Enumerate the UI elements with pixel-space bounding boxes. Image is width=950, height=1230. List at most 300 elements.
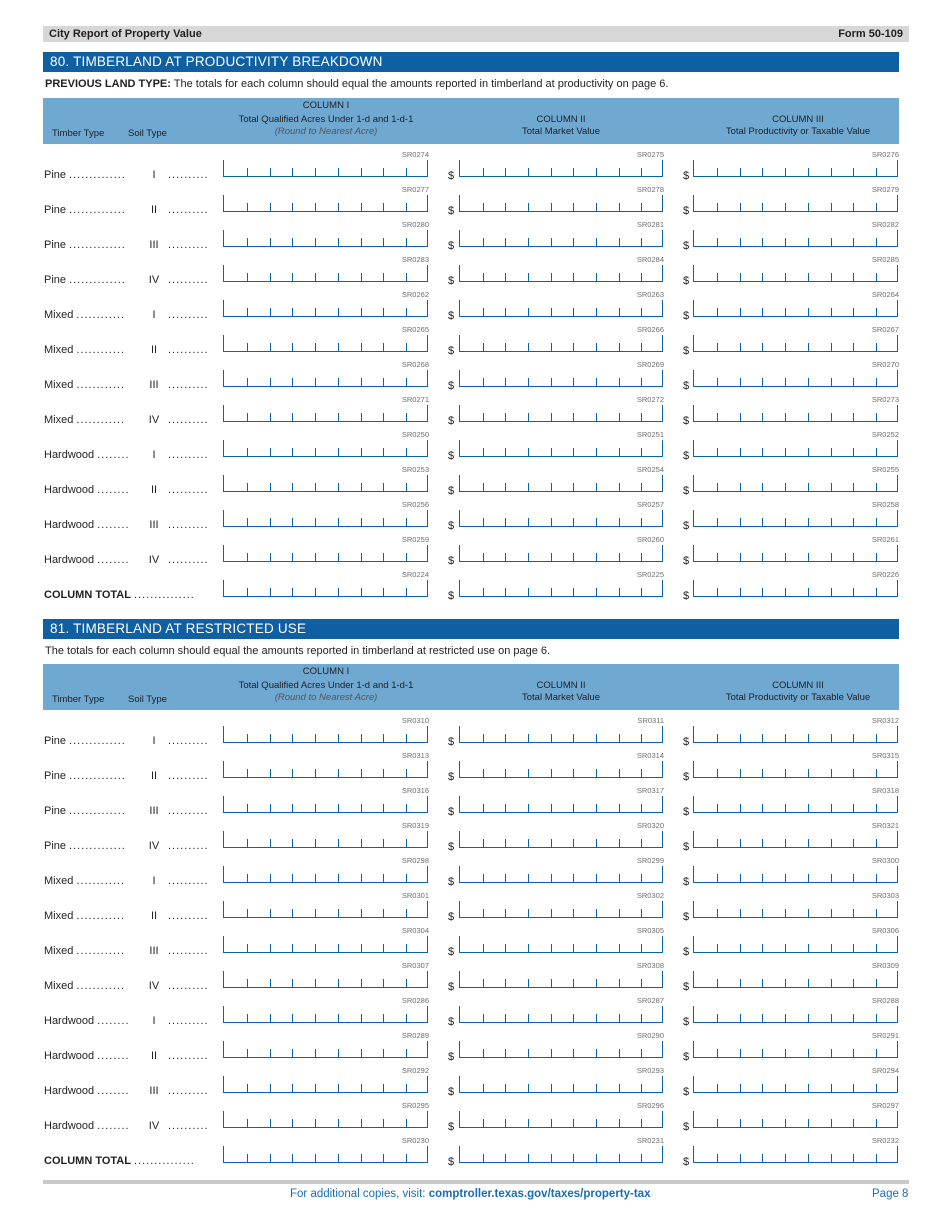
digit-separator [808, 734, 809, 742]
field-code: SR0253 [401, 465, 429, 474]
digit-separator [808, 1014, 809, 1022]
table-row [43, 856, 899, 891]
market-value-entry-field[interactable] [459, 405, 663, 422]
soil-type-label [146, 1015, 209, 1027]
field-code: SR0278 [636, 185, 664, 194]
digit-separator [528, 1014, 529, 1022]
digit-separator [383, 273, 384, 281]
market-value-entry-field[interactable] [459, 1006, 663, 1023]
digit-separator [338, 238, 339, 246]
acres-entry-field[interactable] [223, 761, 428, 778]
timber-type-label [44, 1085, 130, 1097]
digit-separator [876, 588, 877, 596]
digit-separator [762, 203, 763, 211]
field-code: SR0275 [636, 150, 664, 159]
digit-separator [361, 273, 362, 281]
dollar-sign: $ [448, 485, 455, 497]
productivity-value-entry-field[interactable] [693, 726, 898, 743]
dollar-sign: $ [448, 1121, 455, 1133]
digit-separator [717, 273, 718, 281]
timber-type-label [44, 840, 126, 852]
digit-separator [876, 553, 877, 561]
market-value-entry-field[interactable] [459, 936, 663, 953]
acres-entry-field[interactable] [223, 405, 428, 422]
acres-entry-field[interactable] [223, 936, 428, 953]
timber-type-label [44, 770, 126, 782]
dollar-sign: $ [448, 911, 455, 923]
timber-type-label [44, 945, 125, 957]
digit-separator [573, 1084, 574, 1092]
acres-entry-field[interactable] [223, 195, 428, 212]
digit-separator [551, 769, 552, 777]
digit-separator [406, 483, 407, 491]
digit-separator [505, 168, 506, 176]
digit-separator [762, 273, 763, 281]
digit-separator [483, 378, 484, 386]
productivity-value-entry-field[interactable] [693, 901, 898, 918]
digit-separator [247, 1119, 248, 1127]
digit-separator [483, 203, 484, 211]
acres-entry-field[interactable] [223, 1111, 428, 1128]
market-value-entry-field[interactable] [459, 230, 663, 247]
digit-separator [361, 1119, 362, 1127]
dollar-sign: $ [683, 485, 690, 497]
digit-separator [315, 168, 316, 176]
acres-entry-field[interactable] [223, 1041, 428, 1058]
field-code: SR0311 [637, 716, 664, 725]
table-row [43, 255, 899, 290]
productivity-value-entry-field[interactable] [693, 405, 898, 422]
digit-separator [717, 378, 718, 386]
digit-separator [641, 979, 642, 987]
field-code: SR0259 [401, 535, 429, 544]
acres-entry-field[interactable] [223, 510, 428, 527]
digit-separator [505, 769, 506, 777]
digit-separator [406, 273, 407, 281]
acres-entry-field[interactable] [223, 1006, 428, 1023]
digit-separator [573, 483, 574, 491]
dollar-sign: $ [683, 450, 690, 462]
digit-separator [717, 1119, 718, 1127]
digit-separator [383, 238, 384, 246]
acres-entry-field[interactable] [223, 440, 428, 457]
digit-separator [641, 343, 642, 351]
digit-separator [619, 343, 620, 351]
digit-separator [247, 343, 248, 351]
digit-separator [315, 273, 316, 281]
digit-separator [383, 874, 384, 882]
productivity-value-entry-field[interactable] [693, 936, 898, 953]
digit-separator [292, 1119, 293, 1127]
digit-separator [573, 238, 574, 246]
digit-separator [808, 1154, 809, 1162]
digit-separator [505, 734, 506, 742]
leader-dots: ............ [76, 980, 126, 992]
productivity-value-entry-field[interactable] [693, 370, 898, 387]
digit-separator [808, 588, 809, 596]
digit-separator [315, 203, 316, 211]
digit-separator [596, 1014, 597, 1022]
digit-separator [641, 1084, 642, 1092]
digit-separator [573, 448, 574, 456]
productivity-value-entry-field[interactable] [693, 230, 898, 247]
soil-type-label [146, 169, 209, 181]
digit-separator [853, 769, 854, 777]
digit-separator [808, 839, 809, 847]
digit-separator [596, 874, 597, 882]
digit-separator [483, 804, 484, 812]
table-row [43, 891, 899, 926]
digit-separator [785, 874, 786, 882]
digit-separator [247, 518, 248, 526]
digit-separator [785, 273, 786, 281]
digit-separator [762, 839, 763, 847]
acres-entry-field[interactable] [223, 726, 428, 743]
digit-separator [505, 308, 506, 316]
field-code: SR0297 [871, 1101, 899, 1110]
productivity-value-entry-field[interactable] [693, 440, 898, 457]
timber-type-text: Hardwood [44, 1085, 95, 1097]
leader-dots: .............. [69, 169, 126, 181]
productivity-value-entry-field[interactable] [693, 971, 898, 988]
digit-separator [338, 448, 339, 456]
digit-separator [361, 553, 362, 561]
column-1-subtitle: Total Qualified Acres Under 1-d and 1-d-1 [238, 680, 414, 691]
digit-separator [619, 238, 620, 246]
leader-dots: .......... [168, 910, 209, 922]
leader-dots: .......... [168, 449, 209, 461]
acres-entry-field[interactable] [223, 300, 428, 317]
field-code: SR0262 [401, 290, 429, 299]
timber-type-label [44, 519, 130, 531]
soil-type-text: II [150, 1050, 158, 1062]
productivity-value-entry-field[interactable] [693, 335, 898, 352]
market-value-entry-field[interactable] [459, 335, 663, 352]
dollar-sign: $ [683, 170, 690, 182]
digit-separator [383, 1049, 384, 1057]
field-code: SR0313 [401, 751, 429, 760]
productivity-value-entry-field[interactable] [693, 195, 898, 212]
digit-separator [596, 769, 597, 777]
field-code: SR0230 [401, 1136, 429, 1145]
digit-separator [717, 1154, 718, 1162]
timber-type-text: Mixed [44, 309, 74, 321]
leader-dots: .......... [168, 1120, 209, 1132]
digit-separator [762, 734, 763, 742]
timber-type-text: Hardwood [44, 519, 95, 531]
acres-entry-field[interactable] [223, 475, 428, 492]
dollar-sign: $ [448, 1156, 455, 1168]
digit-separator [361, 483, 362, 491]
acres-entry-field[interactable] [223, 866, 428, 883]
field-code: SR0271 [401, 395, 429, 404]
productivity-value-entry-field[interactable] [693, 300, 898, 317]
market-value-entry-field[interactable] [459, 1146, 663, 1163]
digit-separator [831, 343, 832, 351]
digit-separator [831, 1049, 832, 1057]
dollar-sign: $ [448, 310, 455, 322]
acres-entry-field[interactable] [223, 580, 428, 597]
digit-separator [785, 804, 786, 812]
timber-type-text: Hardwood [44, 1120, 95, 1132]
market-value-entry-field[interactable] [459, 370, 663, 387]
leader-dots: .......... [168, 1015, 209, 1027]
soil-type-text: III [149, 805, 159, 817]
digit-separator [573, 203, 574, 211]
timber-type-text: Pine [44, 169, 67, 181]
field-code: SR0318 [871, 786, 899, 795]
digit-separator [483, 273, 484, 281]
acres-entry-field[interactable] [223, 1076, 428, 1093]
soil-type-label [146, 945, 209, 957]
productivity-value-entry-field[interactable] [693, 796, 898, 813]
digit-separator [785, 1119, 786, 1127]
digit-separator [551, 238, 552, 246]
acres-entry-field[interactable] [223, 971, 428, 988]
digit-separator [270, 238, 271, 246]
market-value-entry-field[interactable] [459, 901, 663, 918]
market-value-entry-field[interactable] [459, 796, 663, 813]
digit-separator [292, 1014, 293, 1022]
market-value-entry-field[interactable] [459, 265, 663, 282]
digit-separator [483, 518, 484, 526]
digit-separator [740, 1014, 741, 1022]
acres-entry-field[interactable] [223, 545, 428, 562]
digit-separator [361, 168, 362, 176]
field-code: SR0287 [636, 996, 664, 1005]
digit-separator [596, 553, 597, 561]
digit-separator [292, 734, 293, 742]
productivity-value-entry-field[interactable] [693, 1006, 898, 1023]
timber-type-label [44, 484, 130, 496]
dollar-sign: $ [448, 555, 455, 567]
digit-separator [762, 308, 763, 316]
dollar-sign: $ [683, 1016, 690, 1028]
soil-type-text: I [152, 875, 156, 887]
digit-separator [740, 553, 741, 561]
digit-separator [292, 1154, 293, 1162]
digit-separator [853, 378, 854, 386]
market-value-entry-field[interactable] [459, 761, 663, 778]
leader-dots: ............ [76, 945, 126, 957]
digit-separator [740, 1084, 741, 1092]
page-number: Page 8 [872, 1188, 909, 1200]
market-value-entry-field[interactable] [459, 510, 663, 527]
digit-separator [270, 553, 271, 561]
soil-type-text: II [150, 770, 158, 782]
digit-separator [406, 553, 407, 561]
leader-dots: ........ [97, 519, 130, 531]
column-2-title: COLUMN II [536, 114, 586, 125]
digit-separator [573, 273, 574, 281]
digit-separator [247, 203, 248, 211]
productivity-value-entry-field[interactable] [693, 1076, 898, 1093]
market-value-entry-field[interactable] [459, 195, 663, 212]
digit-separator [270, 979, 271, 987]
soil-type-label [146, 770, 209, 782]
digit-separator [338, 378, 339, 386]
digit-separator [762, 1119, 763, 1127]
leader-dots: .......... [168, 519, 209, 531]
digit-separator [383, 769, 384, 777]
productivity-value-entry-field[interactable] [693, 475, 898, 492]
table-row [43, 395, 899, 430]
soil-type-label [146, 735, 209, 747]
acres-entry-field[interactable] [223, 230, 428, 247]
digit-separator [270, 909, 271, 917]
digit-separator [808, 1119, 809, 1127]
footer-link[interactable]: comptroller.texas.gov/taxes/property-tax [428, 1188, 651, 1200]
digit-separator [383, 343, 384, 351]
digit-separator [596, 944, 597, 952]
digit-separator [740, 839, 741, 847]
digit-separator [785, 168, 786, 176]
digit-separator [483, 1084, 484, 1092]
digit-separator [247, 1049, 248, 1057]
field-code: SR0321 [871, 821, 899, 830]
dollar-sign: $ [448, 841, 455, 853]
digit-separator [785, 1084, 786, 1092]
market-value-entry-field[interactable] [459, 831, 663, 848]
field-code: SR0256 [401, 500, 429, 509]
soil-type-label [146, 1120, 209, 1132]
digit-separator [596, 734, 597, 742]
acres-entry-field[interactable] [223, 1146, 428, 1163]
productivity-value-entry-field[interactable] [693, 866, 898, 883]
digit-separator [831, 518, 832, 526]
field-code: SR0274 [401, 150, 429, 159]
table-row [43, 961, 899, 996]
field-code: SR0283 [401, 255, 429, 264]
market-value-entry-field[interactable] [459, 866, 663, 883]
digit-separator [528, 1154, 529, 1162]
digit-separator [505, 944, 506, 952]
digit-separator [528, 553, 529, 561]
market-value-entry-field[interactable] [459, 475, 663, 492]
acres-entry-field[interactable] [223, 160, 428, 177]
digit-separator [596, 979, 597, 987]
digit-separator [876, 238, 877, 246]
market-value-entry-field[interactable] [459, 726, 663, 743]
timber-type-header: Timber Type [52, 694, 105, 705]
field-code: SR0303 [871, 891, 899, 900]
acres-entry-field[interactable] [223, 370, 428, 387]
digit-separator [762, 378, 763, 386]
productivity-value-entry-field[interactable] [693, 545, 898, 562]
productivity-value-entry-field[interactable] [693, 265, 898, 282]
digit-separator [831, 378, 832, 386]
soil-type-label [146, 554, 209, 566]
digit-separator [338, 273, 339, 281]
digit-separator [383, 483, 384, 491]
digit-separator [406, 203, 407, 211]
productivity-value-entry-field[interactable] [693, 1041, 898, 1058]
digit-separator [483, 1154, 484, 1162]
productivity-value-entry-field[interactable] [693, 1146, 898, 1163]
digit-separator [247, 1154, 248, 1162]
timber-type-text: Pine [44, 840, 67, 852]
digit-separator [717, 1014, 718, 1022]
digit-separator [483, 483, 484, 491]
market-value-entry-field[interactable] [459, 971, 663, 988]
field-code: SR0302 [636, 891, 664, 900]
acres-entry-field[interactable] [223, 265, 428, 282]
market-value-entry-field[interactable] [459, 160, 663, 177]
digit-separator [247, 909, 248, 917]
digit-separator [876, 483, 877, 491]
acres-entry-field[interactable] [223, 335, 428, 352]
digit-separator [876, 1084, 877, 1092]
column-2-subtitle: Total Market Value [522, 692, 600, 703]
timber-type-label [44, 805, 126, 817]
market-value-entry-field[interactable] [459, 1111, 663, 1128]
digit-separator [528, 168, 529, 176]
soil-type-text: III [149, 239, 159, 251]
digit-separator [717, 734, 718, 742]
digit-separator [762, 1084, 763, 1092]
acres-entry-field[interactable] [223, 831, 428, 848]
productivity-value-entry-field[interactable] [693, 1111, 898, 1128]
productivity-value-entry-field[interactable] [693, 580, 898, 597]
productivity-value-entry-field[interactable] [693, 761, 898, 778]
digit-separator [551, 804, 552, 812]
digit-separator [831, 944, 832, 952]
soil-type-text: II [150, 204, 158, 216]
productivity-value-entry-field[interactable] [693, 510, 898, 527]
market-value-entry-field[interactable] [459, 545, 663, 562]
digit-separator [483, 979, 484, 987]
digit-separator [505, 588, 506, 596]
digit-separator [338, 909, 339, 917]
digit-separator [338, 1084, 339, 1092]
digit-separator [505, 909, 506, 917]
market-value-entry-field[interactable] [459, 580, 663, 597]
market-value-entry-field[interactable] [459, 1076, 663, 1093]
market-value-entry-field[interactable] [459, 1041, 663, 1058]
soil-type-text: II [150, 910, 158, 922]
digit-separator [292, 448, 293, 456]
field-code: SR0293 [636, 1066, 664, 1075]
market-value-entry-field[interactable] [459, 300, 663, 317]
digit-separator [573, 909, 574, 917]
field-code: SR0257 [636, 500, 664, 509]
productivity-value-entry-field[interactable] [693, 831, 898, 848]
digit-separator [528, 734, 529, 742]
table-row [43, 751, 899, 786]
digit-separator [573, 1014, 574, 1022]
digit-separator [596, 238, 597, 246]
acres-entry-field[interactable] [223, 796, 428, 813]
digit-separator [483, 1049, 484, 1057]
digit-separator [383, 308, 384, 316]
leader-dots: .......... [168, 1085, 209, 1097]
digit-separator [247, 944, 248, 952]
productivity-value-entry-field[interactable] [693, 160, 898, 177]
acres-entry-field[interactable] [223, 901, 428, 918]
soil-type-label [146, 1050, 209, 1062]
digit-separator [619, 588, 620, 596]
soil-type-text: IV [148, 980, 160, 992]
digit-separator [762, 909, 763, 917]
digit-separator [383, 448, 384, 456]
digit-separator [505, 448, 506, 456]
market-value-entry-field[interactable] [459, 440, 663, 457]
soil-type-text: I [152, 1015, 156, 1027]
field-code: SR0319 [401, 821, 429, 830]
digit-separator [406, 168, 407, 176]
digit-separator [853, 553, 854, 561]
digit-separator [762, 238, 763, 246]
